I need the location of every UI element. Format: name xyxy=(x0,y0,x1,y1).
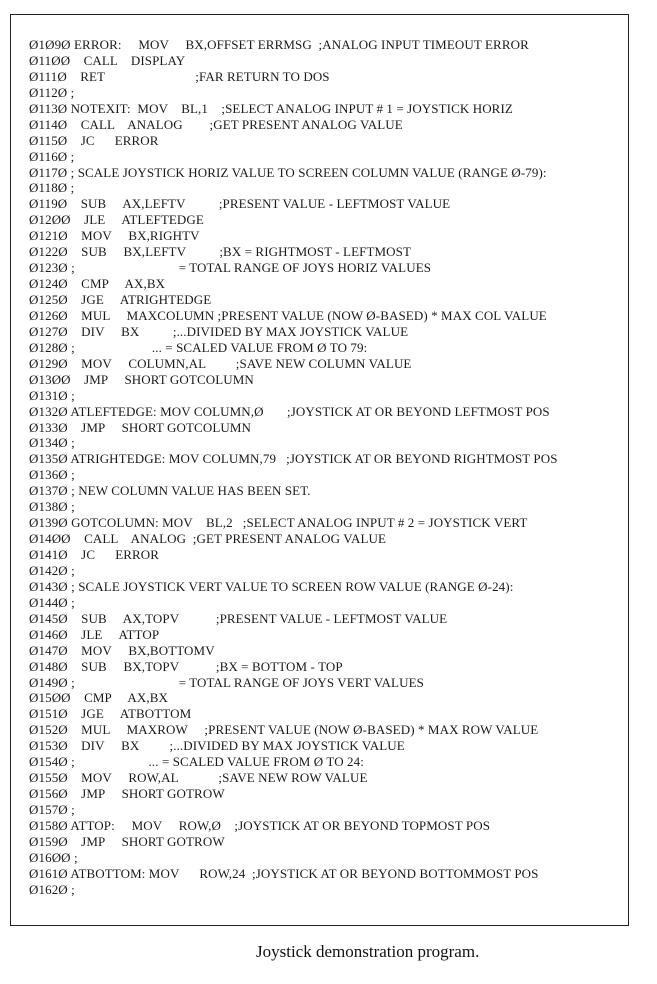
code-line: Ø132Ø ATLEFTEDGE: MOV COLUMN,Ø ;JOYSTICK AT OR BEYOND LEFTMOST POS xyxy=(29,403,550,419)
code-line: Ø142Ø ; xyxy=(29,562,75,578)
code-line: Ø152Ø MUL MAXROW ;PRESENT VALUE (NOW Ø-BASED) * MAX ROW VALUE xyxy=(29,722,539,738)
code-line: Ø12ØØ JLE ATLEFTEDGE xyxy=(29,212,204,228)
code-line: Ø127Ø DIV BX ;...DIVIDED BY MAX JOYSTICK VALUE xyxy=(29,323,409,339)
code-line: Ø1Ø9Ø ERROR: MOV BX,OFFSET ERRMSG ;ANALOG INPUT TIMEOUT ERROR xyxy=(29,37,529,52)
code-line: Ø14ØØ CALL ANALOG ;GET PRESENT ANALOG VALUE xyxy=(29,531,387,547)
code-line: Ø161Ø ATBOTTOM: MOV ROW,24 ;JOYSTICK AT OR BEYOND BOTTOMMOST POS xyxy=(29,865,539,881)
code-line: Ø117Ø ; SCALE JOYSTICK HORIZ VALUE TO SCREEN COLUMN VALUE (RANGE Ø-79): xyxy=(29,164,547,180)
code-line: Ø139Ø GOTCOLUMN: MOV BL,2 ;SELECT ANALOG INPUT # 2 = JOYSTICK VERT xyxy=(29,515,528,531)
code-line: Ø113Ø NOTEXIT: MOV BL,1 ;SELECT ANALOG INPUT # 1 = JOYSTICK HORIZ xyxy=(29,100,513,116)
code-line: Ø126Ø MUL MAXCOLUMN ;PRESENT VALUE (NOW Ø-BASED) * MAX COL VALUE xyxy=(29,307,547,323)
code-line: Ø151Ø JGE ATBOTTOM xyxy=(29,706,192,722)
code-line: Ø162Ø ; xyxy=(29,881,75,897)
code-line: Ø115Ø JC ERROR xyxy=(29,132,159,148)
code-line: Ø158Ø ATTOP: MOV ROW,Ø ;JOYSTICK AT OR BEYOND TOPMOST POS xyxy=(29,817,491,833)
code-line: Ø143Ø ; SCALE JOYSTICK VERT VALUE TO SCREEN ROW VALUE (RANGE Ø-24): xyxy=(29,578,514,594)
code-listing xyxy=(29,37,558,898)
code-line: Ø145Ø SUB AX,TOPV ;PRESENT VALUE - LEFTMOST VALUE xyxy=(29,610,448,626)
code-line: Ø147Ø MOV BX,BOTTOMV xyxy=(29,642,215,658)
code-line: Ø129Ø MOV COLUMN,AL ;SAVE NEW COLUMN VALUE xyxy=(29,355,412,371)
code-line: Ø135Ø ATRIGHTEDGE: MOV COLUMN,79 ;JOYSTICK AT OR BEYOND RIGHTMOST POS xyxy=(29,451,558,467)
code-line: Ø146Ø JLE ATTOP xyxy=(29,626,160,642)
code-line: Ø148Ø SUB BX,TOPV ;BX = BOTTOM - TOP xyxy=(29,658,343,674)
code-line: Ø121Ø MOV BX,RIGHTV xyxy=(29,228,200,244)
code-line: Ø154Ø ; ... = SCALED VALUE FROM Ø TO 24: xyxy=(29,754,364,770)
code-line: Ø131Ø ; xyxy=(29,387,75,403)
listing-frame xyxy=(10,14,629,926)
code-line: Ø112Ø ; xyxy=(29,84,75,100)
code-line: Ø118Ø ; xyxy=(29,180,75,196)
code-line: Ø159Ø JMP SHORT GOTROW xyxy=(29,833,225,849)
code-line: Ø136Ø ; xyxy=(29,467,75,483)
code-line: Ø124Ø CMP AX,BX xyxy=(29,276,166,292)
code-line: Ø134Ø ; xyxy=(29,435,75,451)
code-line: Ø133Ø JMP SHORT GOTCOLUMN xyxy=(29,419,251,435)
code-line: Ø137Ø ; NEW COLUMN VALUE HAS BEEN SET. xyxy=(29,483,311,499)
code-line: Ø144Ø ; xyxy=(29,594,75,610)
code-line: Ø123Ø ; = TOTAL RANGE OF JOYS HORIZ VALUES xyxy=(29,260,432,276)
code-line: Ø125Ø JGE ATRIGHTEDGE xyxy=(29,292,212,307)
code-line: Ø122Ø SUB BX,LEFTV ;BX = RIGHTMOST - LEFTMOST xyxy=(29,244,412,260)
figure-caption: Joystick demonstration program. xyxy=(256,942,480,961)
code-line: Ø149Ø ; = TOTAL RANGE OF JOYS VERT VALUES xyxy=(29,674,424,690)
code-line: Ø153Ø DIV BX ;...DIVIDED BY MAX JOYSTICK VALUE xyxy=(29,738,405,754)
code-line: Ø114Ø CALL ANALOG ;GET PRESENT ANALOG VALUE xyxy=(29,116,403,132)
code-line: Ø141Ø JC ERROR xyxy=(29,547,160,562)
code-line: Ø156Ø JMP SHORT GOTROW xyxy=(29,786,225,802)
code-line: Ø111Ø RET ;FAR RETURN TO DOS xyxy=(29,68,330,84)
code-line: Ø116Ø ; xyxy=(29,148,75,164)
code-line: Ø11ØØ CALL DISPLAY xyxy=(29,52,186,68)
code-line: Ø128Ø ; ... = SCALED VALUE FROM Ø TO 79: xyxy=(29,339,368,355)
code-line: Ø16ØØ ; xyxy=(29,849,78,865)
code-line: Ø157Ø ; xyxy=(29,802,75,817)
code-line: Ø155Ø MOV ROW,AL ;SAVE NEW ROW VALUE xyxy=(29,770,368,786)
code-line: Ø15ØØ CMP AX,BX xyxy=(29,690,168,706)
code-line: Ø13ØØ JMP SHORT GOTCOLUMN xyxy=(29,371,254,387)
code-line: Ø119Ø SUB AX,LEFTV ;PRESENT VALUE - LEFTMOST VALUE xyxy=(29,196,451,212)
code-line: Ø138Ø ; xyxy=(29,499,75,515)
